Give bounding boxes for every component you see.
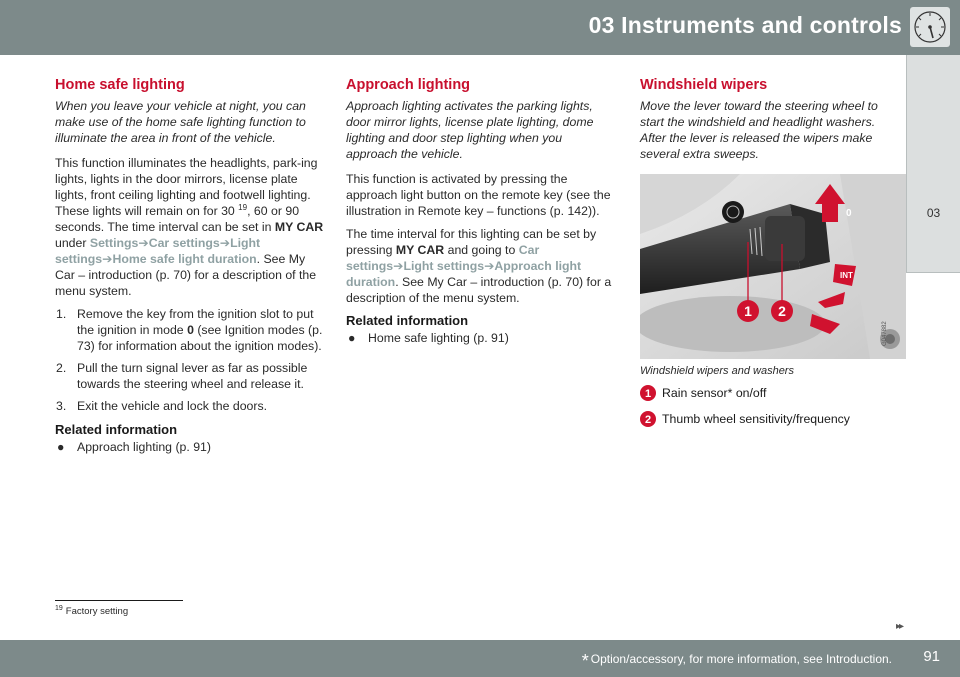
footnote-ref: 19 <box>238 202 248 212</box>
section-intro: When you leave your vehicle at night, you can make use of the home safe lighting function to illuminate the area in front of the vehicle. <box>55 99 306 145</box>
section-title: Home safe lighting <box>55 77 185 93</box>
related-link[interactable]: ● Approach lighting (p. 91) <box>57 440 211 454</box>
step-item: 2. Pull the turn signal lever as far as possible towards the steering wheel and release it. <box>56 361 308 391</box>
figure-caption: Windshield wipers and washers <box>640 365 794 377</box>
related-information-heading: Related information <box>55 422 178 437</box>
chapter-tab[interactable] <box>906 55 960 273</box>
figure-code: G047882 <box>882 321 888 346</box>
wiper-lever-illustration <box>640 174 906 359</box>
header-bar <box>0 0 960 55</box>
page-number: 91 <box>923 648 940 665</box>
menu-path: Car settings➔Light settings➔Approach light duration <box>346 243 582 289</box>
related-link[interactable]: ● Home safe lighting (p. 91) <box>348 331 509 345</box>
footnote-divider <box>55 600 183 601</box>
wiper-position-zero-label: 0 <box>846 208 852 219</box>
callout-badge-2-icon <box>640 411 656 427</box>
chapter-title: 03 Instruments and controls <box>588 12 902 38</box>
windshield-wipers-section <box>640 77 904 437</box>
legend-item: 2 Thumb wheel sensitivity/frequency <box>640 411 904 427</box>
steps-list <box>55 306 325 414</box>
svg-text:1: 1 <box>644 388 652 400</box>
section-title: Windshield wipers <box>640 77 768 93</box>
footnote: $^{19}$ Factory setting <box>55 605 129 618</box>
legend-item: 1 Rain sensor* on/off <box>640 385 904 401</box>
related-information-heading: Related information <box>346 313 469 328</box>
wiper-position-int-label: INT <box>840 271 853 280</box>
step-item: 1. Remove the key from the ignition slot to put the ignition in mode 0 (see Ignition modes (p. 73) for information about the ignition modes). <box>56 307 323 353</box>
section-body: The time interval for this lighting can be set by pressing MY CAR and going to Car settings➔Light settings➔Approach light duration. See My Car – introduction (p. 70) for a description of the menu system. <box>346 227 612 305</box>
footer-bar <box>0 640 960 677</box>
callout-badge-1-icon <box>640 385 656 401</box>
section-body: This function illuminates the headlights, park-ing lights, lights in the door mirrors, license plate lights, front ceiling lighting and footwell lighting. These lights will remain on for 30 $^{19}$, 60 or 90 seconds. The time interval can be set in MY CAR under Settings➔Car settings➔Light settings➔Home safe light duration. See My Car – introduction (p. 70) for a description of the menu system. <box>55 156 324 298</box>
option-footnote: * Option/accessory, for more information, see Introduction. <box>581 651 892 671</box>
approach-lighting-section <box>346 77 614 346</box>
section-body: This function is activated by pressing the approach light button on the remote key (see the illustration in Remote key – functions (p. 142)). <box>346 172 611 218</box>
next-page-arrows-icon[interactable]: ▸▸ <box>896 621 903 632</box>
callout-badge-1: 1 <box>737 300 759 322</box>
menu-path: Settings➔Car settings➔Light settings➔Home safe light duration <box>55 236 261 266</box>
callout-badge-2: 2 <box>771 300 793 322</box>
svg-text:2: 2 <box>644 414 652 426</box>
section-title: Approach lighting <box>346 77 471 93</box>
chapter-tab-label: 03 <box>926 206 941 220</box>
section-intro: Move the lever toward the steering wheel to start the windshield and headlight washers. After the lever is released the wipers make several extra sweeps. <box>640 99 878 161</box>
step-item: 3. Exit the vehicle and lock the doors. <box>56 399 268 413</box>
home-safe-lighting-section <box>55 77 325 455</box>
section-intro: Approach lighting activates the parking lights, door mirror lights, license plate lighting, dome lighting and door step lighting when you approach the vehicle. <box>346 99 594 161</box>
speedometer-icon <box>910 7 950 47</box>
